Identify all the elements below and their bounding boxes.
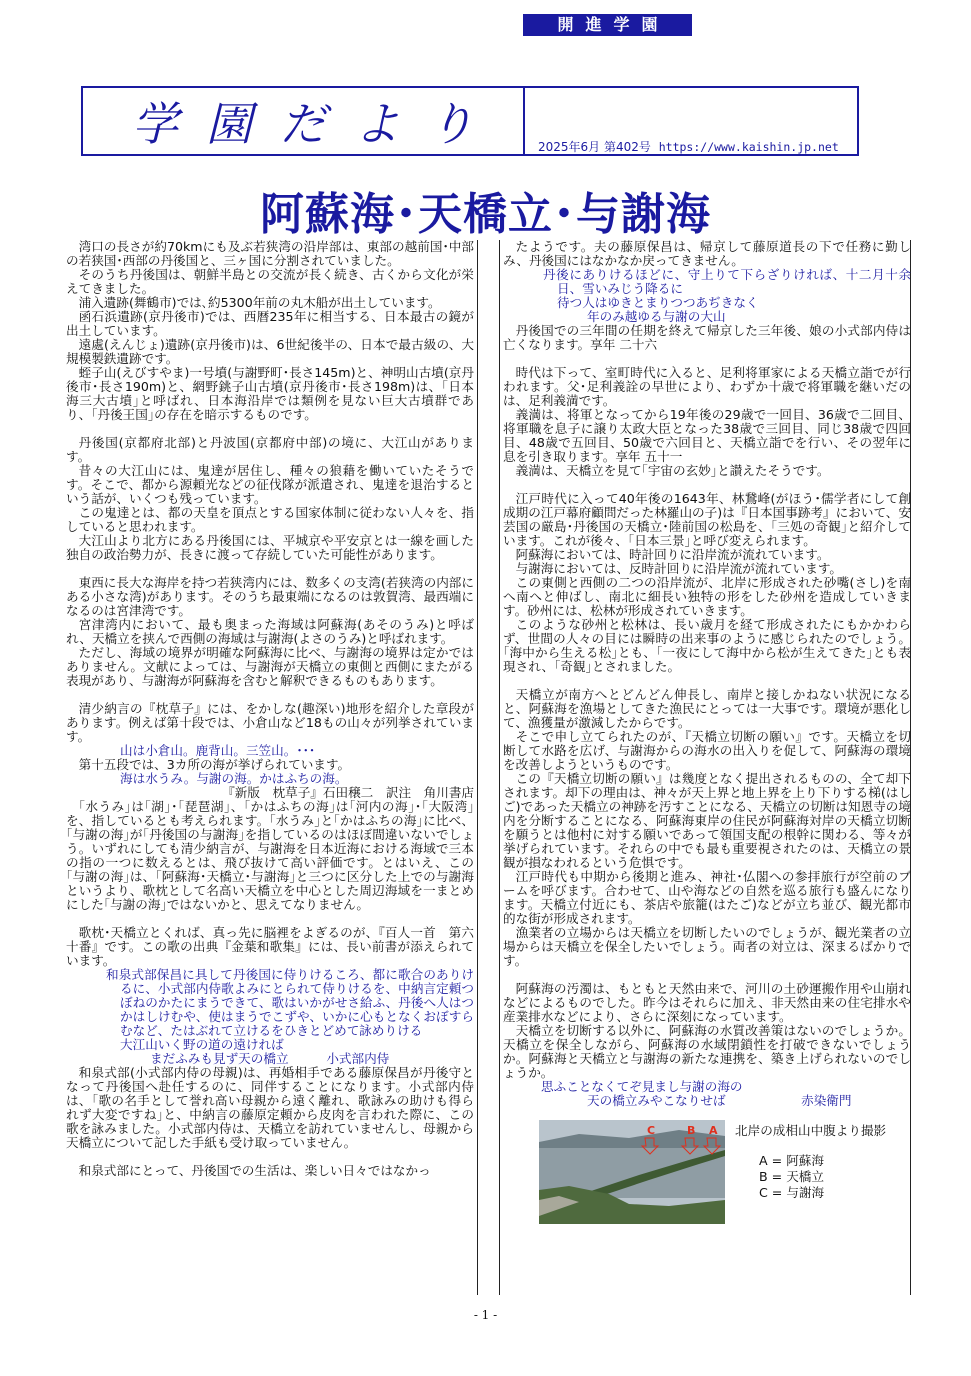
photo-block xyxy=(503,1112,911,1224)
legend-value: 天橋立 xyxy=(786,1169,824,1184)
paragraph: 東西に長大な海岸を持つ若狭湾内には、数多くの支湾(若狭湾の内部にある小さな湾)があります。そのうち最東端になるのは敦賀湾、最西端になるのは宮津湾です。 xyxy=(66,575,474,618)
legend-value: 阿蘇海 xyxy=(786,1153,824,1168)
photo-caption: 北岸の成相山中腹より撮影 xyxy=(735,1123,887,1138)
paragraph: 年のみ越ゆる与謝の大山 xyxy=(587,309,726,324)
paragraph: 丹後国での三年間の任期を終えて帰京した三年後、娘の小式部内侍は亡くなります。享年 二十六 xyxy=(503,323,911,352)
issue-info xyxy=(538,138,839,155)
paragraph: 待つ人はゆきとまりつつあぢきなく xyxy=(557,295,759,310)
right-column xyxy=(503,240,911,1295)
paragraph: 時代は下って、室町時代に入ると、足利将軍家による天橋立詣でが行われます。父･足利義詮の早世により、わずか十歳で将軍職を継いだのは、足利義満です。 xyxy=(503,365,911,408)
legend-key: A xyxy=(759,1153,768,1168)
paragraph: ただし、海域の境界が明確な阿蘇海に比べ、与謝海の境界は定かではありません。文献によっては、与謝海が天橋立の東側と西側にまたがる表現があり、与謝海が阿蘇海を含むと解釈できるものもあります。 xyxy=(66,645,474,688)
photo-marker: C xyxy=(647,1124,656,1137)
paragraph: 阿蘇海においては、時計回りに沿岸流が流れています。 xyxy=(515,547,830,562)
paragraph: 遠處(えんじょ)遺跡(京丹後市)は、6世紀後半の、日本で最古級の、大規模製鉄遺跡です。 xyxy=(66,337,474,366)
paragraph: 山は小倉山。鹿背山。三笠山。･･･ xyxy=(120,743,316,758)
paragraph: 浦入遺跡(舞鶴市)では､約5300年前の丸木船が出土しています。 xyxy=(78,295,441,310)
paragraph: 江戸時代に入って40年後の1643年、林鵞峰(がほう･儒学者にして創成期の江戸幕府顧問だった林羅山の子)は『日本国事跡考』において、安芸国の厳島･丹後国の天橋立･陸前国の松島を、｢三処の奇観｣と紹介しています。これが後々、｢日本三景｣と呼び変えられます。 xyxy=(503,491,911,548)
paragraph: 天の橋立みやこなりせば 赤染衛門 xyxy=(587,1093,852,1108)
paragraph: 『新版 枕草子』石田穣二 訳注 角川書店 xyxy=(222,785,474,800)
page-number: - 1 - xyxy=(473,1308,498,1322)
paragraph: この鬼達とは、都の天皇を頂点とする国家体制に従わない人々を、指していると思われます。 xyxy=(66,505,474,534)
legend-key: B xyxy=(759,1169,768,1184)
paragraph: この東側と西側の二つの沿岸流が、北岸に形成された砂嘴(さし)を南へ南へと伸ばし、南北に細長い独特の形をした砂州を造成していきます。砂州には、松林が形成されていきます。 xyxy=(503,575,911,618)
paragraph: 和泉式部保昌に具して丹後国に侍りけるころ、都に歌合のありけるに、小式部内侍歌よみにとられて侍りけるを、中納言定頼つぼねのかたにまうできて、歌はいかがせさ給ふ、丹後へ人はつかはしけむや、使はまうでこずや、いかに心もとなくおぼすらむなど、たはぶれて立けるをひきとどめて詠めりける xyxy=(106,967,474,1038)
paragraph: 漁業者の立場からは天橋立を切断したいのでしょうが、観光業者の立場からは天橋立を保全したいでしょう。両者の対立は、深まるばかりです。 xyxy=(503,925,911,968)
newsletter-title: 学園だより xyxy=(132,97,502,151)
legend-separator: = xyxy=(767,1169,787,1184)
photo-legend-item xyxy=(759,1186,824,1200)
photo-legend-item xyxy=(759,1170,824,1184)
paragraph: 大江山いく野の道の遠ければ xyxy=(120,1037,284,1052)
paragraph: そこで申し立てられたのが、『天橋立切断の願い』です。天橋立を切断して水路を広げ、与謝海からの海水の出入りを促して、阿蘇海の環境を改善しようというものです。 xyxy=(503,729,911,772)
paragraph: 思ふことなくてぞ見まし与謝の海の xyxy=(541,1079,743,1094)
paragraph: まだふみも見ず天の橋立 小式部内侍 xyxy=(150,1051,390,1066)
paragraph: 丹後にありけるほどに、守上りて下らざりければ、十二月十余日、雪いみじう降るに xyxy=(543,267,911,296)
paragraph: 和泉式部(小式部内侍の母親)は、再婚相手である藤原保昌が丹後守となって丹後国へ赴任するのに、同伴することになります。小式部内侍は、｢歌の名手として誉れ高い母親から遠く離れ、歌詠みの助けも得られず大変ですね｣と、中納言の藤原定頼から皮肉を言われた際に、この歌を詠みました。小式部内侍は、天橋立を訪れていませんし、母親から天橋立について記した手紙も受け取っていません。 xyxy=(66,1065,474,1150)
column-rule-left xyxy=(477,240,478,1295)
legend-key: C xyxy=(759,1185,768,1200)
paragraph: 昔々の大江山には、鬼達が居住し、種々の狼藉を働いていたそうです。そこで、都から源頼光などの征伐隊が派遣され、鬼達を退治するという話が、いくつも残っています。 xyxy=(66,463,474,506)
paragraph: 清少納言の『枕草子』には、をかしな(趣深い)地形を紹介した章段があります。例えば第十段では、小倉山など18もの山々が列挙されています。 xyxy=(66,701,474,744)
paragraph: 阿蘇海の汚濁は、もともと天然由来で、河川の土砂運搬作用や山崩れなどによるものでした。昨今はそれらに加え、非天然由来の住宅排水や産業排水などにより、さらに深刻になっています。 xyxy=(503,981,911,1024)
paragraph: 湾口の長さが約70kmにも及ぶ若狭湾の沿岸部は、東部の越前国･中部の若狭国･西部の丹後国と、三ヶ国に分割されていました。 xyxy=(66,240,474,268)
column-rule-mid xyxy=(499,240,500,1295)
paragraph: たようです。夫の藤原保昌は、帰京して藤原道長の下で任務に勤しみ、丹後国にはなかなか戻ってきません。 xyxy=(503,240,911,268)
legend-value: 与謝海 xyxy=(786,1185,825,1200)
paragraph: 天橋立が南方へとどんどん伸長し、南岸と接しかねない状況になると、阿蘇海を漁場としてきた漁民にとっては一大事です。環境が悪化して、漁獲量が激減したからです。 xyxy=(503,687,911,730)
photo-image xyxy=(539,1120,725,1224)
website-url[interactable]: https://www.kaishin.jp.net xyxy=(658,140,839,154)
photo-legend-item xyxy=(759,1154,824,1168)
photo-marker: B xyxy=(687,1124,696,1137)
paragraph: 義満は、天橋立を見て｢宇宙の玄妙｣と讃えたそうです。 xyxy=(515,463,830,478)
paragraph: ｢水うみ｣は｢湖｣･｢琵琶湖｣、｢かはふちの海｣は｢河内の海｣･｢大阪湾｣を、指しているとも考えられます。｢水うみ｣と｢かはふちの海｣に比べ、｢与謝の海｣が｢丹後国の与謝海｣を指しているのはほぼ間違いないでしょう。いずれにしても清少納言が、与謝海を日本近海における海域で三本の指の一つに数えるとは、飛び抜けて高い評価です。とはいえ、この｢与謝の海｣は、｢阿蘇海･天橋立･与謝海｣と三つに区分した上での与謝海というより、歌枕として名高い天橋立を中心とした周辺海域を一まとめにした｢与謝の海｣ではないかと、思えてなりません。 xyxy=(66,799,474,912)
paragraph: 海は水うみ。与謝の海。かはふちの海。 xyxy=(120,771,348,786)
left-column xyxy=(66,240,474,1295)
paragraph: 江戸時代も中期から後期と進み、神社･仏閣への参拝旅行が空前のブームを呼びます。合わせて、山や海などの自然を巡る旅行も盛んになります。天橋立付近にも、茶店や旅籠(はたご)などが立ち並び、観光都市的な街が形成されます。 xyxy=(503,869,911,926)
paragraph: 第十五段では、3カ所の海が挙げられています。 xyxy=(78,757,351,772)
amanohashidate-photo xyxy=(539,1120,725,1224)
article-title: 阿蘇海･天橋立･与謝海 xyxy=(260,189,711,240)
paragraph: 和泉式部にとって、丹後国での生活は、楽しい日々ではなかっ xyxy=(78,1163,431,1178)
paragraph: 歌枕･天橋立とくれば、真っ先に脳裡をよぎるのが、『百人一首 第六十番』です。この歌の出典『金葉和歌集』には、長い前書が添えられています。 xyxy=(66,925,474,968)
paragraph: 義満は、将軍となってから19年後の29歳で一回目、36歳で二回目、将軍職を息子に譲り太政大臣となった38歳で三回目、同じ38歳で四回目、48歳で五回目、50歳で六回目と、天橋立詣でを行い、その翌年に息を引き取ります。享年 五十一 xyxy=(503,407,911,464)
paragraph: このような砂州と松林は、長い歳月を経て形成されたにもかかわらず、世間の人々の目には瞬時の出来事のように感じられたのでしょう。｢海中から生える松｣とも、｢一夜にして海中から松が生えてきた｣とも表現され、｢奇観｣とされました。 xyxy=(503,617,911,674)
paragraph: 天橋立を切断する以外に、阿蘇海の水質改善策はないのでしょうか。天橋立を保全しながら、阿蘇海の水域閉鎖性を打破できないでしょうか。阿蘇海と天橋立と与謝海の新たな連携を、築き上げられないのでしょうか。 xyxy=(503,1023,911,1080)
paragraph: そのうち丹後国は、朝鮮半島との交流が長く続き、古くから文化が栄えてきました。 xyxy=(66,267,474,296)
issue-number: 2025年6月 第402号 xyxy=(538,140,651,154)
school-name: 開進学園 xyxy=(523,14,692,36)
paragraph: 宮津湾内において、最も奥まった海域は阿蘇海(あそのうみ)と呼ばれ、天橋立を挟んで西側の海域は与謝海(よさのうみ)と呼ばれます。 xyxy=(66,617,474,646)
paragraph: 蛭子山(えびすやま)一号墳(与謝野町･長さ145m)と、神明山古墳(京丹後市･長さ190m)と、網野銚子山古墳(京丹後市･長さ198m)は、｢日本海三大古墳｣と呼ばれ、日本海沿岸では類例を見ない巨大古墳群であり、｢丹後王国｣の存在を暗示するものです。 xyxy=(66,365,474,422)
paragraph: この『天橋立切断の願い』は幾度となく提出されるものの、全て却下されます。却下の理由は、神々が天上界と地上界を上り下りする梯(はしご)であった天橋立の神跡を汚すことになる、天橋立の切断は知恩寺の境内を分断することになる、阿蘇海東岸の住民が阿蘇海対岸の天橋立切断を願うとは他村に対する願いであって領国支配の根幹に関わる、等々が挙げられています。それらの中でも最も重要視されたのは、天橋立の景観が損なわれるという危惧です。 xyxy=(503,771,911,870)
legend-separator: = xyxy=(767,1153,787,1168)
paragraph: 与謝海においては、反時計回りに沿岸流が流れています。 xyxy=(515,561,843,576)
legend-separator: = xyxy=(767,1185,787,1200)
paragraph: 丹後国(京都府北部)と丹波国(京都府中部)の境に、大江山があります。 xyxy=(66,435,474,464)
newsletter-brand xyxy=(83,88,525,154)
photo-marker: A xyxy=(709,1124,718,1137)
paragraph: 函石浜遺跡(京丹後市)では、西暦235年に相当する、日本最古の鏡が出土しています。 xyxy=(66,309,474,338)
paragraph: 大江山より北方にある丹後国には、平城京や平安京とは一線を画した独自の政治勢力が、長きに渡って存続していた可能性があります。 xyxy=(66,533,474,562)
